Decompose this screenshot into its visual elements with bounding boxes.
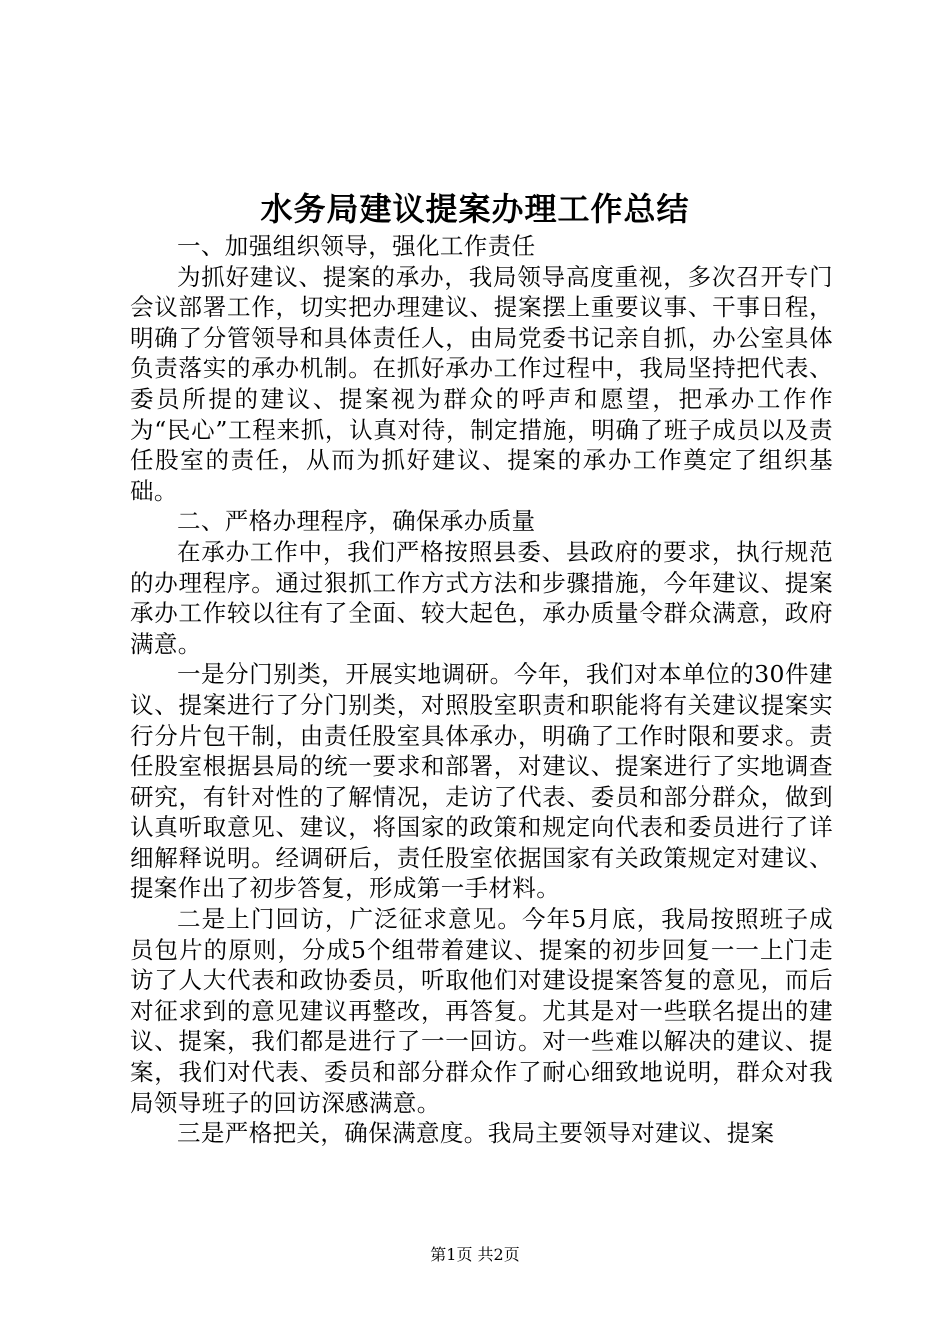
paragraph: 在承办工作中，我们严格按照县委、县政府的要求，执行规范的办理程序。通过狠抓工作方式方法和步骤措施，今年建议、提案承办工作较以往有了全面、较大起色，承办质量令群众满意，政府满意。 xyxy=(130,537,833,658)
paragraph: 三是严格把关，确保满意度。我局主要领导对建议、提案 xyxy=(177,1119,775,1148)
paragraph: 二是上门回访，广泛征求意见。今年5月底，我局按照班子成员包片的原则，分成5个组带着建议、提案的初步回复一一上门走访了人大代表和政协委员，听取他们对建设提案答复的意见，而后对征求到的意见建议再整改，再答复。尤其是对一些联名提出的建议、提案，我们都是进行了一一回访。对一些难以解决的建议、提案，我们对代表、委员和部分群众作了耐心细致地说明，群众对我局领导班子的回访深感满意。 xyxy=(130,905,833,1117)
page-number-footer: 第1页 共2页 xyxy=(430,1245,520,1264)
document-body xyxy=(130,231,833,1149)
paragraph: 为抓好建议、提案的承办，我局领导高度重视，多次召开专门会议部署工作，切实把办理建议、提案摆上重要议事、干事日程，明确了分管领导和具体责任人，由局党委书记亲自抓，办公室具体负责落实的承办机制。在抓好承办工作过程中，我局坚持把代表、委员所提的建议、提案视为群众的呼声和愿望，把承办工作作为“民心”工程来抓，认真对待，制定措施，明确了班子成员以及责任股室的责任，从而为抓好建议、提案的承办工作奠定了组织基础。 xyxy=(130,262,833,505)
paragraph: 一是分门别类，开展实地调研。今年，我们对本单位的30件建议、提案进行了分门别类，对照股室职责和职能将有关建议提案实行分片包干制，由责任股室具体承办，明确了工作时限和要求。责任股室根据县局的统一要求和部署，对建议、提案进行了实地调查研究，有针对性的了解情况，走访了代表、委员和部分群众，做到认真听取意见、建议，将国家的政策和规定向代表和委员进行了详细解释说明。经调研后，责任股室依据国家有关政策规定对建议、提案作出了初步答复，形成第一手材料。 xyxy=(130,660,833,903)
section-heading-2: 二、严格办理程序，确保承办质量 xyxy=(177,507,536,536)
document-title: 水务局建议提案办理工作总结 xyxy=(260,190,690,228)
section-heading-1: 一、加强组织领导，强化工作责任 xyxy=(177,232,536,260)
